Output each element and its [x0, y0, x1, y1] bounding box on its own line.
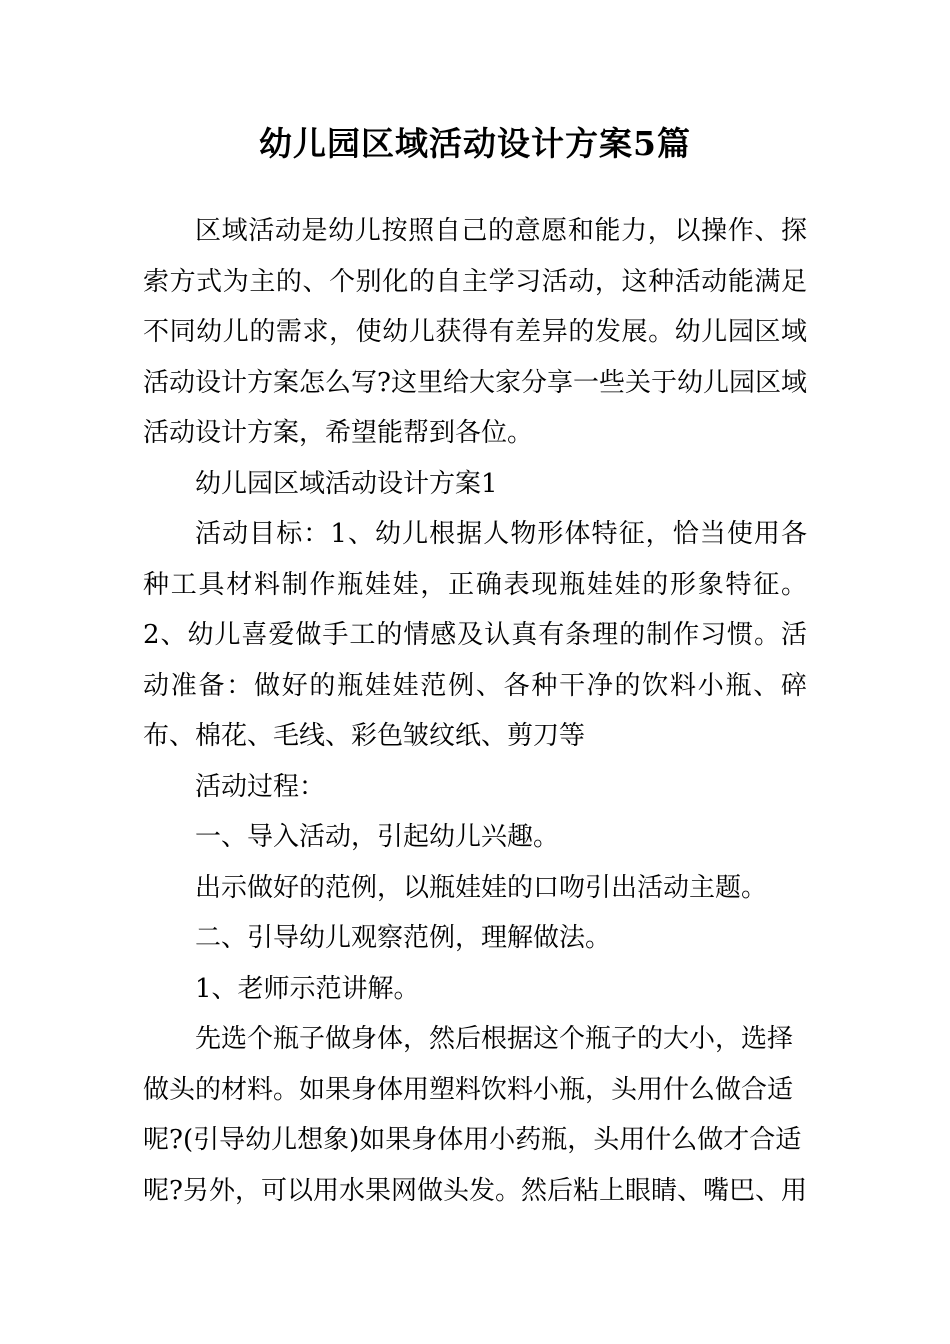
step-one-heading: 一、导入活动，引起幼儿兴趣。 — [195, 822, 560, 852]
activity-process-heading: 活动过程： — [195, 771, 326, 802]
teacher-demo-paragraph: 先选个瓶子做身体，然后根据这个瓶子的大小，选择做头的材料。如果身体用塑料饮料小瓶，头用什么做合适呢?(引导幼儿想象)如果身体用小药瓶，头用什么做才合适呢?另外，可以用水果网做头发。然后粘上眼睛、嘴巴、用 — [143, 1024, 807, 1206]
document-title: 幼儿园区域活动设计方案5篇 — [259, 124, 691, 163]
section-heading-plan-1: 幼儿园区域活动设计方案1 — [195, 468, 498, 499]
document-body — [143, 206, 807, 1216]
teacher-demo-heading: 1、老师示范讲解。 — [195, 973, 420, 1004]
activity-goals-paragraph: 活动目标：1、幼儿根据人物形体特征，恰当使用各种工具材料制作瓶娃娃，正确表现瓶娃娃的形象特征。 2、幼儿喜爱做手工的情感及认真有条理的制作习惯。活动准备：做好的瓶娃娃范例、各种干净的饮料小瓶、碎布、棉花、毛线、彩色皱纹纸、剪刀等 — [143, 519, 807, 751]
intro-paragraph: 区域活动是幼儿按照自己的意愿和能力，以操作、探索方式为主的、个别化的自主学习活动，这种活动能满足不同幼儿的需求，使幼儿获得有差异的发展。幼儿园区域活动设计方案怎么写?这里给大家分享一些关于幼儿园区域活动设计方案，希望能帮到各位。 — [143, 216, 807, 448]
step-two-heading: 二、引导幼儿观察范例，理解做法。 — [195, 923, 612, 953]
step-one-paragraph: 出示做好的范例，以瓶娃娃的口吻引出活动主题。 — [195, 872, 768, 903]
